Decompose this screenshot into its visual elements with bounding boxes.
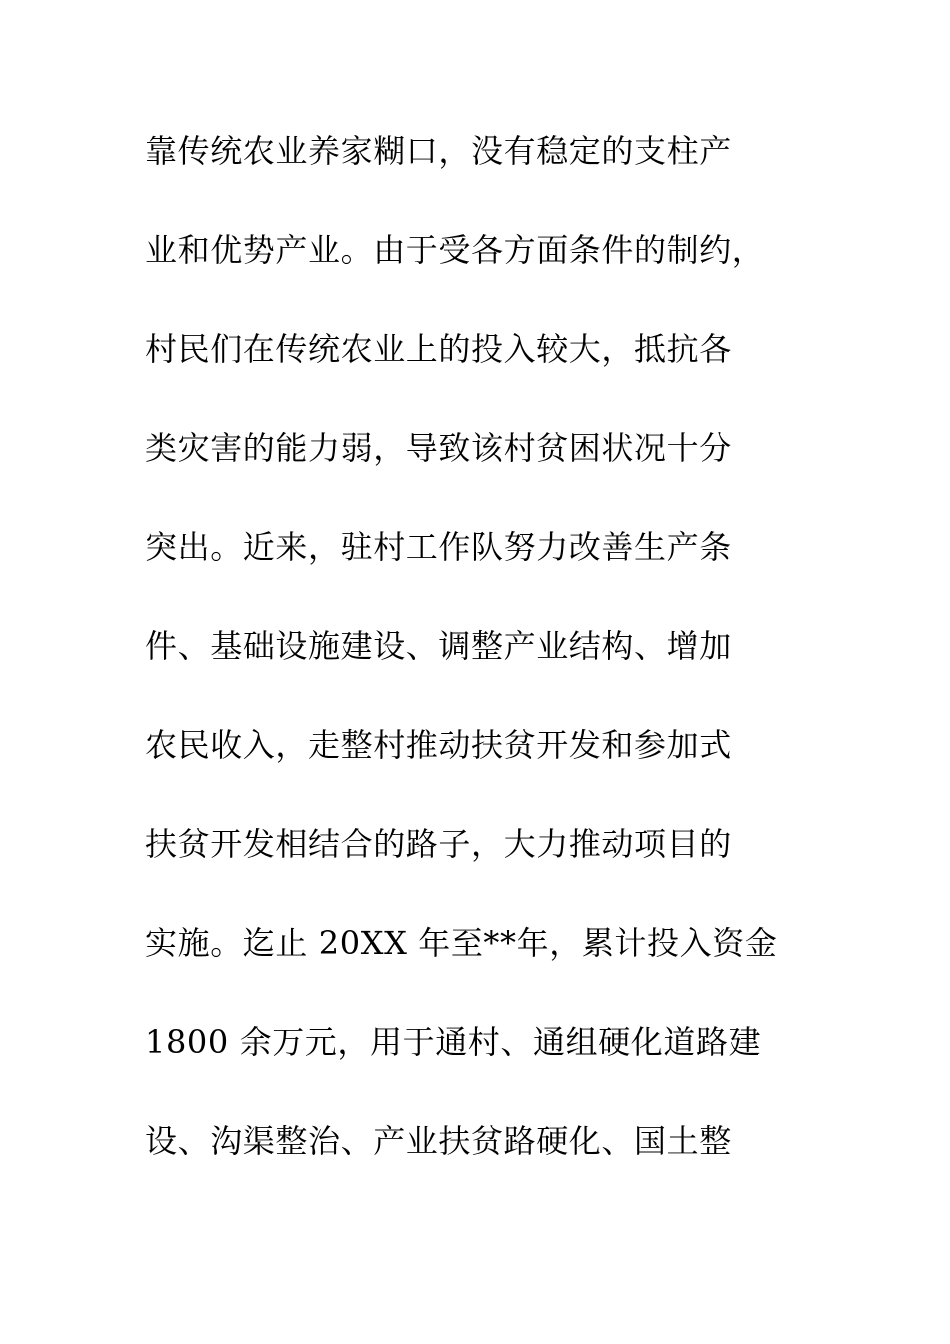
text-line: 突出。近来，驻村工作队努力改善生产条 — [145, 528, 732, 566]
text-line: 件、基础设施建设、调整产业结构、增加 — [145, 627, 732, 665]
text-line: 村民们在传统农业上的投入较大，抵抗各 — [145, 330, 732, 368]
text-line: 农民收入，走整村推动扶贫开发和参加式 — [145, 726, 732, 764]
text-line: 类灾害的能力弱，导致该村贫困状况十分 — [145, 429, 732, 467]
text-line: 扶贫开发相结合的路子，大力推动项目的 — [145, 825, 732, 863]
text-line: 靠传统农业养家糊口，没有稳定的支柱产 — [145, 132, 732, 170]
text-line: 设、沟渠整治、产业扶贫路硬化、国土整 — [145, 1122, 732, 1160]
text-line: 1800 余万元，用于通村、通组硬化道路建 — [145, 1023, 762, 1061]
body-text — [145, 126, 805, 1215]
text-line: 实施。迄止 20XX 年至**年，累计投入资金 — [145, 924, 778, 962]
text-line: 业和优势产业。由于受各方面条件的制约， — [145, 231, 765, 269]
